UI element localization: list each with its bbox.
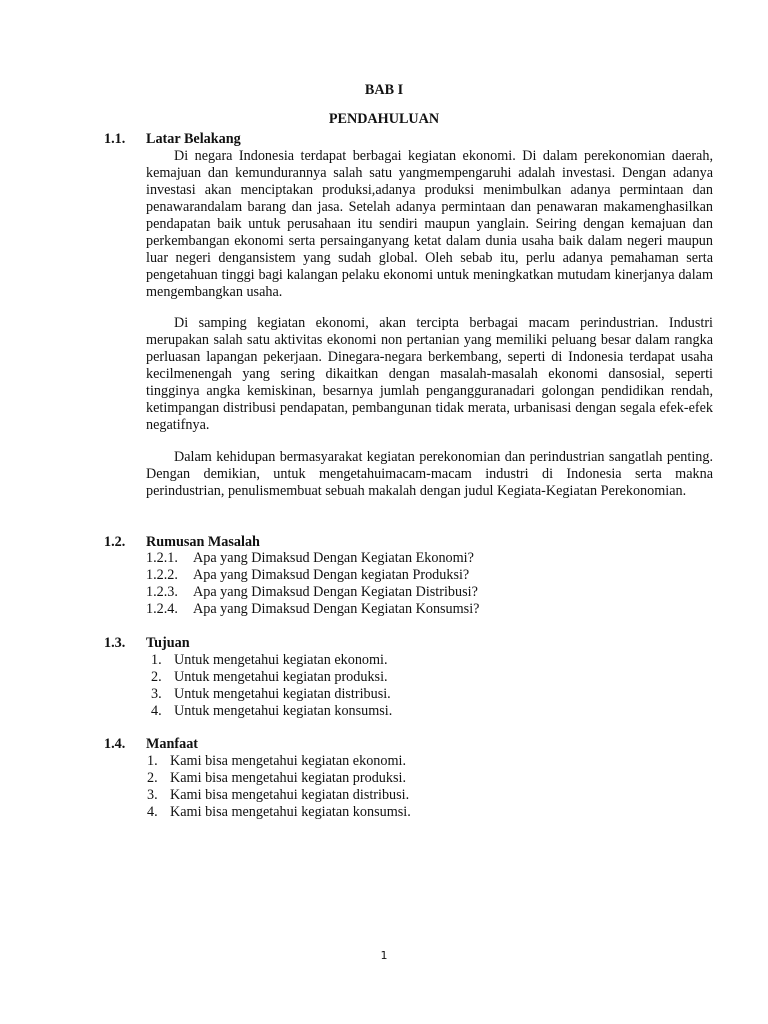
paragraph: Di negara Indonesia terdapat berbagai kegiatan ekonomi. Di dalam perekonomian daerah, kemajuan dan kemundurannya salah satu yangmempengaruhi adalah investasi. Dengan adanya investasi akan menciptakan produksi,adanya produksi menimbulkan adanya permintaan dan penawarandalam barang dan jasa. Setelah adanya permintaan dan penawaran makamenghasilkan pendapatan baik untuk perusahaan itu sendiri maupun yanglain. Seiring dengan kemajuan dan perkembangan ekonomi serta persainganyang ketat dalam dunia usaha baik dalam negeri maupun luar negeri dengansistem yang sudah global. Oleh sebab itu, perlu adanya pemahaman serta pengetahuan tinggi bagi kalangan pelaku ekonomi untuk meningkatkan mutudam kinerjanya dalam mengembangkan usaha. xyxy=(146,148,713,300)
section-title-rumusan-masalah: Rumusan Masalah xyxy=(146,534,260,550)
list-item xyxy=(151,686,392,703)
list-text: Untuk mengetahui kegiatan distribusi. xyxy=(174,686,391,702)
list-item xyxy=(146,584,479,601)
list-text: Apa yang Dimaksud Dengan Kegiatan Distribusi? xyxy=(193,584,478,600)
list-number: 1. xyxy=(151,652,162,668)
benefits-list xyxy=(147,753,411,821)
paragraph: Dalam kehidupan bermasyarakat kegiatan perekonomian dan perindustrian sangatlah penting. Dengan demikian, untuk mengetahuimacam-macam industri di Indonesia serta makna perindustrian, penulismembuat sebuah makalah dengan judul Kegiata-Kegiatan Perekonomian. xyxy=(146,449,713,499)
section-title-tujuan: Tujuan xyxy=(146,635,190,651)
section-number: 1.4. xyxy=(104,736,126,752)
list-number: 1.2.2. xyxy=(146,567,178,583)
paragraph-block xyxy=(146,449,713,500)
list-number: 3. xyxy=(147,787,158,803)
list-number: 1. xyxy=(147,753,158,769)
chapter-title: PENDAHULUAN xyxy=(328,111,440,127)
list-item xyxy=(151,669,392,686)
list-text: Kami bisa mengetahui kegiatan produksi. xyxy=(170,770,407,786)
list-number: 1.2.1. xyxy=(146,550,178,566)
list-number: 2. xyxy=(151,669,162,685)
list-text: Apa yang Dimaksud Dengan kegiatan Produksi? xyxy=(193,567,470,583)
problem-list xyxy=(146,550,479,618)
goals-list xyxy=(151,652,392,720)
list-item xyxy=(146,601,479,618)
list-text: Apa yang Dimaksud Dengan Kegiatan Konsumsi? xyxy=(193,601,480,617)
page-number: 1 xyxy=(380,949,388,962)
list-number: 4. xyxy=(147,804,158,820)
paragraph-block xyxy=(146,315,713,434)
list-item xyxy=(147,787,411,804)
list-number: 2. xyxy=(147,770,158,786)
section-number: 1.1. xyxy=(104,131,126,147)
section-title-latar-belakang: Latar Belakang xyxy=(146,131,241,147)
list-item xyxy=(147,753,411,770)
list-item xyxy=(151,652,392,669)
list-text: Kami bisa mengetahui kegiatan distribusi. xyxy=(170,787,410,803)
list-text: Untuk mengetahui kegiatan ekonomi. xyxy=(174,652,388,668)
list-text: Untuk mengetahui kegiatan konsumsi. xyxy=(174,703,393,719)
list-item xyxy=(146,567,479,584)
list-text: Kami bisa mengetahui kegiatan konsumsi. xyxy=(170,804,411,820)
list-item xyxy=(146,550,479,567)
list-text: Apa yang Dimaksud Dengan Kegiatan Ekonomi? xyxy=(193,550,474,566)
list-text: Kami bisa mengetahui kegiatan ekonomi. xyxy=(170,753,406,769)
list-number: 1.2.3. xyxy=(146,584,178,600)
section-number: 1.3. xyxy=(104,635,126,651)
list-number: 3. xyxy=(151,686,162,702)
paragraph-block xyxy=(146,148,713,301)
paragraph: Di samping kegiatan ekonomi, akan tercipta berbagai macam perindustrian. Industri merupakan salah satu aktivitas ekonomi non pertanian yang memiliki peluang besar dalam rangka perluasan lapangan pekerjaan. Dinegara-negara berkembang, seperti di Indonesia terdapat usaha kecilmenengah yang sering dikaitkan dengan masalah-masalah ekonomi dansosial, seperti tingginya angka kemiskinan, besarnya jumlah pengangguranadari golongan pendidikan rendah, ketimpangan distribusi pendapatan, pembangunan tidak merata, urbanisasi dengan segala efek-efek negatifnya. xyxy=(146,315,713,433)
list-item xyxy=(151,703,392,720)
list-item xyxy=(147,770,411,787)
list-number: 1.2.4. xyxy=(146,601,178,617)
list-text: Untuk mengetahui kegiatan produksi. xyxy=(174,669,388,685)
section-title-manfaat: Manfaat xyxy=(146,736,199,752)
list-number: 4. xyxy=(151,703,162,719)
section-number: 1.2. xyxy=(104,534,126,550)
list-item xyxy=(147,804,411,821)
chapter-label: BAB I xyxy=(364,82,404,98)
